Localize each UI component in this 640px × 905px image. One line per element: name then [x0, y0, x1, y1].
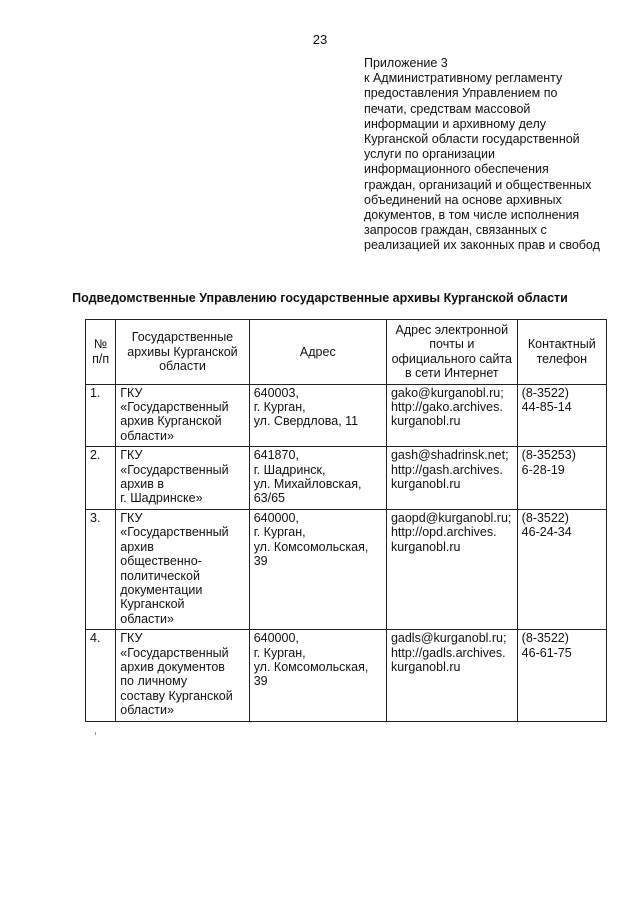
appendix-line: к Административному регламенту	[364, 71, 563, 86]
archive-email-website	[386, 447, 517, 510]
cell-text-line: kurganobl.ru	[390, 659, 461, 674]
cell-text-line: ул. Михайловская,	[253, 477, 362, 492]
cell-text-line: в сети Интернет	[405, 366, 499, 381]
appendix-line: печати, средствам массовой	[364, 101, 531, 116]
cell-text-line: 46-61-75	[521, 645, 572, 660]
cell-text-line: области»	[120, 703, 174, 718]
cell-text-line: политической	[120, 568, 200, 583]
cell-text-line: ул. Комсомольская,	[253, 539, 369, 554]
cell-text-line: Контактный	[527, 337, 596, 352]
cell-text-line: ГКУ	[120, 448, 143, 463]
cell-text-line: gadls@kurganobl.ru;	[390, 631, 507, 646]
cell-text-line: г. Шадринск,	[253, 462, 326, 477]
cell-text-line: (8-35253)	[521, 448, 576, 463]
archive-phone	[517, 447, 606, 510]
cell-text-line: gako@kurganobl.ru;	[390, 385, 504, 400]
cell-text-line: 46-24-34	[521, 525, 572, 540]
cell-text-line: (8-3522)	[521, 510, 569, 525]
cell-text-line: п/п	[92, 351, 110, 366]
archives-table	[85, 319, 607, 722]
cell-text-line: 2.	[90, 448, 101, 463]
cell-text-line: http://gako.archives.	[390, 400, 503, 415]
cell-text-line: http://gadls.archives.	[390, 645, 506, 660]
header-phone	[517, 320, 606, 385]
cell-text-line: архив	[120, 539, 154, 554]
table-row	[86, 630, 607, 721]
cell-text-line: «Государственный	[120, 462, 229, 477]
archive-name	[116, 447, 249, 510]
cell-text-line: составу Курганской	[120, 688, 233, 703]
appendix-line: запросов граждан, связанных с	[364, 223, 547, 238]
cell-text-line: области»	[120, 611, 174, 626]
cell-text-line: архив Курганской	[120, 414, 222, 429]
page-number: 23	[312, 32, 328, 47]
cell-text-line: Адрес электронной	[395, 323, 509, 337]
appendix-line: услуги по организации	[364, 147, 495, 162]
row-number	[86, 384, 116, 447]
cell-text-line: 63/65	[253, 491, 285, 506]
cell-text-line: «Государственный	[120, 525, 229, 540]
cell-text-line: почты и	[429, 337, 475, 352]
cell-text-line: http://gash.archives.	[390, 462, 503, 477]
cell-text-line: «Государственный	[120, 645, 229, 660]
cell-text-line: 640000,	[253, 510, 299, 525]
row-number	[86, 630, 116, 721]
cell-text-line: gash@shadrinsk.net;	[390, 448, 509, 463]
cell-text-line: Курганской	[120, 597, 185, 612]
appendix-line: граждан, организаций и общественных	[364, 177, 592, 192]
archive-name	[116, 630, 249, 721]
table-row	[86, 509, 607, 629]
cell-text-line: (8-3522)	[521, 385, 569, 400]
header-archive-name	[116, 320, 249, 385]
archive-name	[116, 509, 249, 629]
cell-text-line: gaopd@kurganobl.ru;	[390, 510, 512, 525]
cell-text-line: kurganobl.ru	[390, 414, 461, 429]
cell-text-line: по личному	[120, 674, 188, 689]
archive-phone	[517, 509, 606, 629]
scan-speck	[95, 732, 96, 735]
archive-email-website	[386, 384, 517, 447]
archive-address	[249, 630, 386, 721]
appendix-block	[364, 56, 626, 254]
archive-phone	[517, 384, 606, 447]
archive-email-website	[386, 630, 517, 721]
cell-text-line: kurganobl.ru	[390, 539, 461, 554]
cell-text-line: архив документов	[120, 659, 225, 674]
cell-text-line: kurganobl.ru	[390, 477, 461, 492]
cell-text-line: области	[159, 359, 206, 374]
cell-text-line: официального сайта	[391, 351, 513, 366]
row-number	[86, 509, 116, 629]
cell-text-line: ГКУ	[120, 631, 143, 646]
cell-text-line: (8-3522)	[521, 631, 569, 646]
cell-text-line: «Государственный	[120, 400, 229, 415]
cell-text-line: Государственные	[131, 330, 234, 345]
cell-text-line: 3.	[90, 510, 101, 525]
appendix-line: реализацией их законных прав и свобод	[364, 238, 600, 253]
archive-email-website	[386, 509, 517, 629]
table-row	[86, 447, 607, 510]
appendix-line: документов, в том числе исполнения	[364, 208, 580, 223]
cell-text-line: Адрес	[299, 344, 336, 359]
cell-text-line: 640000,	[253, 631, 299, 646]
archive-address	[249, 384, 386, 447]
header-number	[86, 320, 116, 385]
cell-text-line: архивы Курганской	[127, 344, 238, 359]
archive-address	[249, 509, 386, 629]
cell-text-line: ГКУ	[120, 510, 143, 525]
cell-text-line: 1.	[90, 385, 101, 400]
cell-text-line: общественно-	[120, 554, 202, 569]
appendix-line: информационного обеспечения	[364, 162, 549, 177]
table-header-row	[86, 320, 607, 385]
appendix-line: информации и архивному делу	[364, 116, 546, 131]
archive-address	[249, 447, 386, 510]
cell-text-line: г. Курган,	[253, 400, 306, 415]
cell-text-line: 44-85-14	[521, 400, 572, 415]
cell-text-line: ул. Комсомольская,	[253, 659, 369, 674]
header-address	[249, 320, 386, 385]
cell-text-line: 4.	[90, 631, 101, 646]
cell-text-line: документации	[120, 582, 203, 597]
cell-text-line: г. Курган,	[253, 525, 306, 540]
cell-text-line: г. Шадринске»	[120, 491, 203, 506]
appendix-line: Приложение 3	[364, 56, 448, 70]
table-row	[86, 384, 607, 447]
cell-text-line: области»	[120, 428, 174, 443]
cell-text-line: г. Курган,	[253, 645, 306, 660]
cell-text-line: 6-28-19	[521, 462, 565, 477]
cell-text-line: 641870,	[253, 448, 299, 463]
cell-text-line: №	[93, 337, 108, 352]
cell-text-line: ГКУ	[120, 385, 143, 400]
appendix-line: объединений на основе архивных	[364, 192, 562, 207]
cell-text-line: телефон	[536, 351, 588, 366]
cell-text-line: http://opd.archives.	[390, 525, 497, 540]
cell-text-line: архив в	[120, 477, 164, 492]
row-number	[86, 447, 116, 510]
archive-phone	[517, 630, 606, 721]
cell-text-line: 640003,	[253, 385, 299, 400]
appendix-line: Курганской области государственной	[364, 132, 580, 147]
document-title: Подведомственные Управлению государственные архивы Курганской области	[72, 291, 568, 305]
appendix-line: предоставления Управлением по	[364, 86, 558, 101]
cell-text-line: 39	[253, 674, 268, 689]
archive-name	[116, 384, 249, 447]
header-email-website	[386, 320, 517, 385]
cell-text-line: 39	[253, 554, 268, 569]
cell-text-line: ул. Свердлова, 11	[253, 414, 359, 429]
